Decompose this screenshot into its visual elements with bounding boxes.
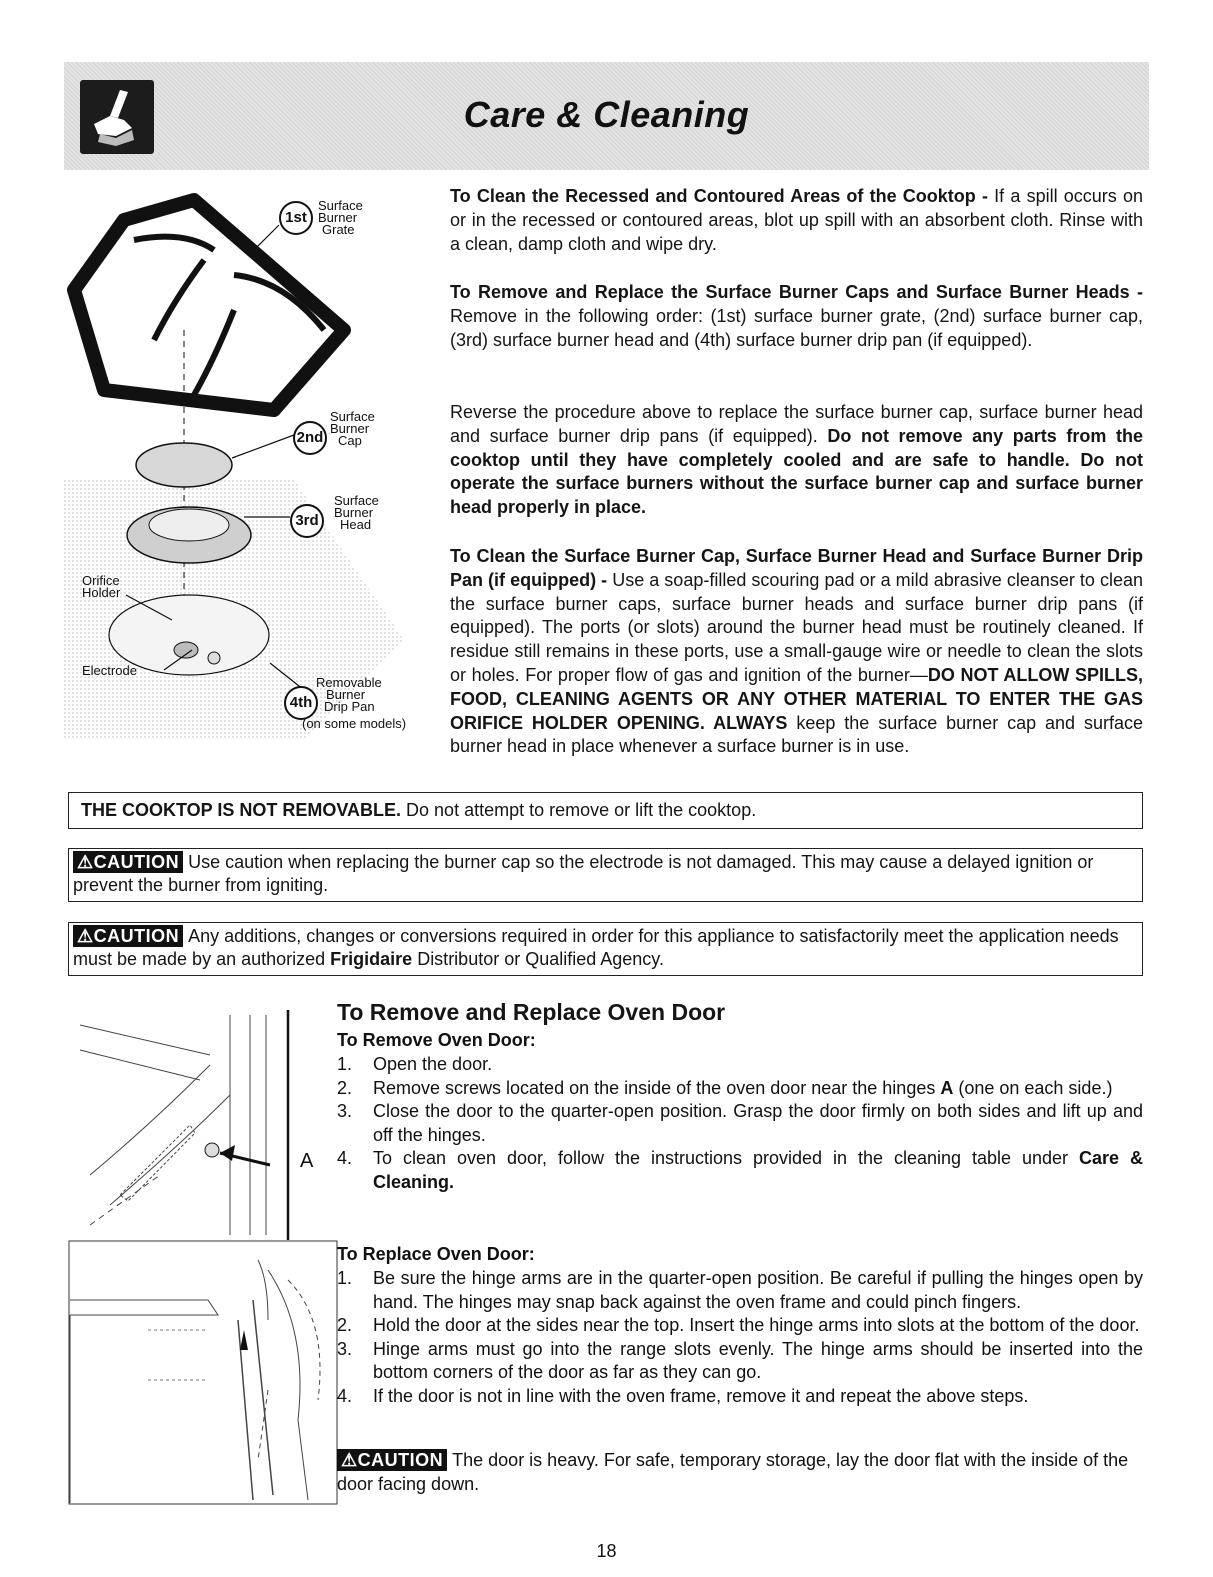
grate-label: Surface Burner Grate [318,198,363,237]
caution-badge: ⚠CAUTION [73,851,183,873]
electrode-label: Electrode [82,663,137,678]
replace-door-subheading: To Replace Oven Door: [337,1244,535,1264]
list-item: 3. Close the door to the quarter-open position. Grasp the door firmly on both sides and lift up and off the hinges. [337,1101,1143,1145]
caution-modifications-box: ⚠CAUTION Any additions, changes or conversions required in order for this appliance to satisfactorily meet the application needs must be made by an authorized Frigidaire Distributor or Qualified Agency. [68,922,1143,976]
replace-door-steps [337,1267,1143,1409]
warning-triangle-icon: ⚠ [77,852,94,872]
caution-badge: ⚠CAUTION [73,925,183,947]
section-remove-caps: To Remove and Replace the Surface Burner Caps and Surface Burner Heads - Remove in the following order: (1st) surface burner grate, (2nd) surface burner cap, (3rd) surface burner head and (4th) surface burner drip pan (if equipped). [450,282,1143,350]
drip-pan-label: Removable Burner Drip Pan [316,675,382,714]
step-2nd-badge: 2nd [293,421,327,455]
cap-label: Surface Burner Cap [330,409,375,448]
section-recessed-areas: To Clean the Recessed and Contoured Areas of the Cooktop - If a spill occurs on or in the recessed or contoured areas, blot up spill with an absorbent cloth. Rinse with a clean, damp cloth and wipe dry. [450,186,1144,254]
drip-pan-note: (on some models) [302,716,407,731]
hinge-label-a: A [300,1150,314,1172]
cooktop-not-removable-box: THE COOKTOP IS NOT REMOVABLE. Do not attempt to remove or lift the cooktop. [68,792,1143,829]
head-label: Surface Burner Head [334,493,379,532]
step-3rd-badge: 3rd [290,504,324,538]
list-item: 2. Hold the door at the sides near the top. Insert the hinge arms into slots at the bottom of the door. [337,1315,1140,1336]
door-heavy-caution: ⚠CAUTION The door is heavy. For safe, temporary storage, lay the door flat with the inside of the door facing down. [337,1450,1129,1494]
caution-badge: ⚠CAUTION [337,1449,447,1471]
caution-electrode-box: ⚠CAUTION Use caution when replacing the burner cap so the electrode is not damaged. This may cause a delayed ignition or prevent the burner from igniting. [68,848,1143,902]
section-reverse-procedure: Reverse the procedure above to replace the surface burner cap, surface burner head and surface burner drip pans (if equipped). Do not remove any parts from the cooktop until they have completely cooled and are safe to handle. Do not operate the surface burners without the surface burner cap and surface burner head properly in place. [450,402,1143,518]
list-item: 2. Remove screws located on the inside of the oven door near the hinges A (one on each side.) [337,1077,1113,1098]
burner-exploded-illustration [64,180,444,740]
list-item: 1. Open the door. [337,1054,493,1074]
orifice-holder-label: Orifice Holder [82,573,121,600]
step-1st-badge: 1st [279,201,313,235]
oven-door-heading: To Remove and Replace Oven Door [337,999,726,1025]
section-clean-burner-cap: To Clean the Surface Burner Cap, Surface Burner Head and Surface Burner Drip Pan (if equipped) - Use a soap-filled scouring pad or a mild abrasive cleanser to clean the surface burner caps, surface burner heads and surface burner drip pans (if equipped). The ports (or slots) around the burner head must be routinely cleaned. If residue still remains in these ports, use a small-gauge wire or needle to clean the slots or holes. For proper flow of gas and ignition of the burner—DO NOT ALLOW SPILLS, FOOD, CLEANING AGENTS OR ANY OTHER MATERIAL TO ENTER THE GAS ORIFICE HOLDER OPENING. ALWAYS keep the surface burner cap and surface burner head in place whenever a surface burner is in use. [450,546,1143,757]
page-number: 18 [596,1541,617,1561]
oven-hinge-illustration [70,1005,320,1245]
warning-triangle-icon: ⚠ [341,1450,358,1470]
list-item: 4. To clean oven door, follow the instructions provided in the cleaning table under Care & Cleaning. [337,1148,1143,1192]
remove-door-subheading: To Remove Oven Door: [337,1030,536,1050]
step-4th-badge: 4th [284,686,318,720]
remove-door-steps [337,1053,1143,1195]
page-title: Care & Cleaning [463,94,750,135]
list-item: 3. Hinge arms must go into the range slots evenly. The hinge arms should be inserted into the bottom corners of the door as far as they can go. [337,1338,1143,1383]
list-item: 4. If the door is not in line with the oven frame, remove it and repeat the above steps. [337,1385,1029,1406]
list-item: 1. Be sure the hinge arms are in the quarter-open position. Be careful if pulling the hinges open by hand. The hinges may snap back against the oven frame and could pinch fingers. [337,1268,1143,1312]
door-replace-illustration [68,1240,338,1505]
warning-triangle-icon: ⚠ [77,926,94,946]
